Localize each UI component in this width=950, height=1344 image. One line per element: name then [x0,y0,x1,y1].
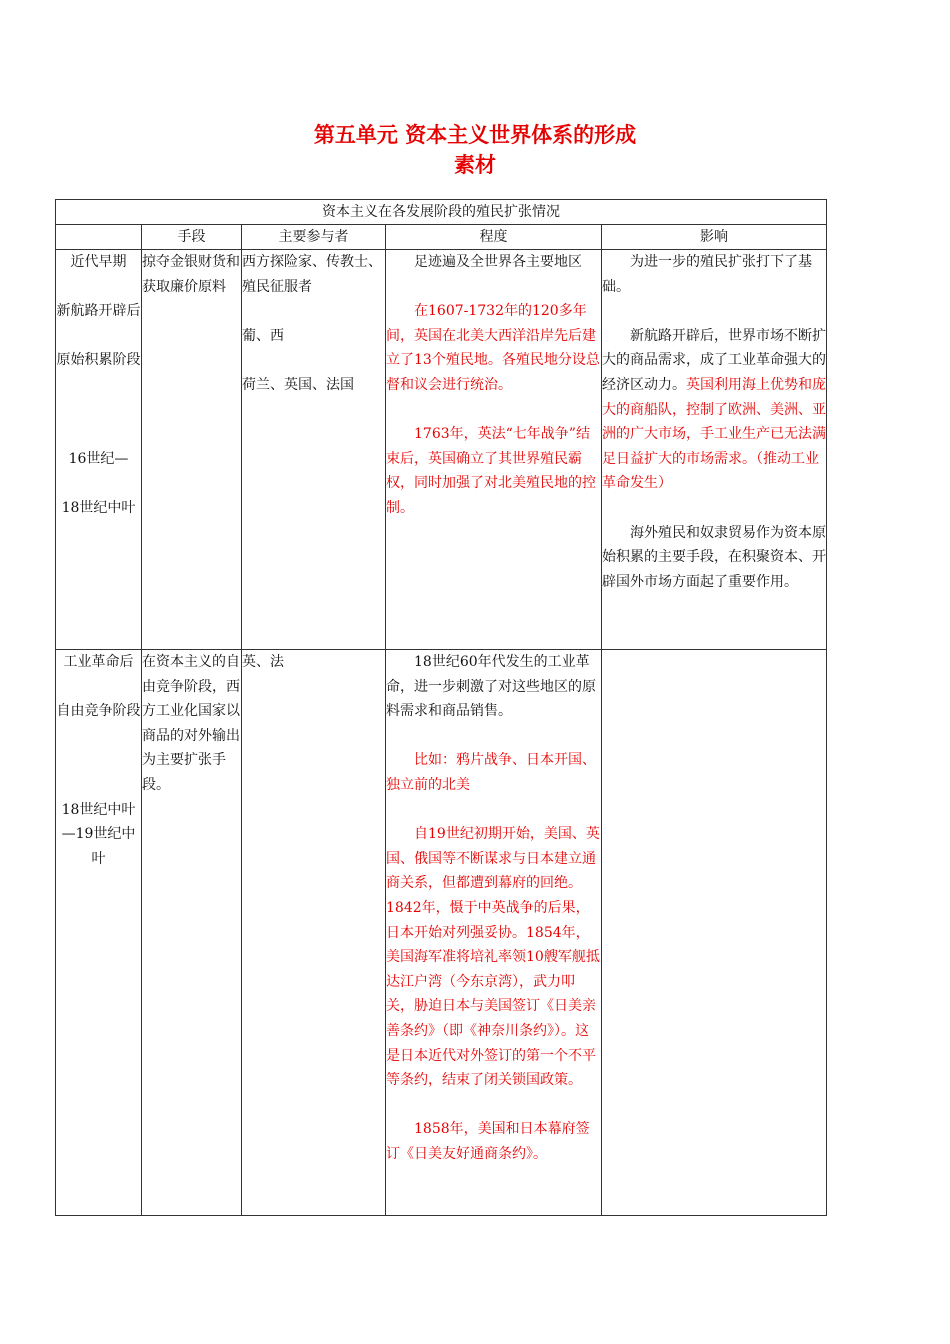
impact-cell [602,250,827,650]
period-text: 新航路开辟后 [56,303,141,320]
table-row [56,250,827,650]
means-text: 掠夺金银财货和获取廉价原料 [142,254,240,295]
document-title [0,120,950,180]
title-sub: 素材 [454,153,496,177]
degree-cell [386,250,602,650]
means-cell [142,250,242,650]
period-cell [56,650,142,1216]
participants-cell [242,650,386,1216]
participants-cell [242,250,386,650]
participants-text: 荷兰、英国、法国 [242,376,354,393]
period-cell [56,250,142,650]
header-impact: 影响 [602,225,827,250]
impact-text: 新航路开辟后，世界市场不断扩大的商品需求，成了工业革命强大的经济区动力。 [602,327,826,393]
period-text: 18世纪中叶—19世纪中叶 [61,801,136,867]
header-means: 手段 [142,225,242,250]
period-text: 18世纪中叶 [61,499,136,516]
period-text: 工业革命后 [63,654,134,670]
table-caption: 资本主义在各发展阶段的殖民扩张情况 [56,200,827,225]
header-participants: 主要参与者 [242,225,386,250]
impact-cell [602,650,827,1216]
impact-paragraph [602,324,826,496]
impact-text: 为进一步的殖民扩张打下了基础。 [602,254,812,295]
table-header-row [56,225,827,250]
participants-text: 英、法 [242,654,284,670]
colonial-expansion-table [55,199,827,1216]
degree-text: 1858年，美国和日本幕府签订《日美友好通商条约》。 [386,1121,590,1162]
period-text: 自由竞争阶段 [56,703,141,720]
degree-text: 足迹遍及全世界各主要地区 [414,254,582,270]
means-cell [142,650,242,1216]
title-main: 第五单元 资本主义世界体系的形成 [313,123,637,147]
period-text: 近代早期 [70,254,127,270]
degree-text: 18世纪60年代发生的工业革命，进一步刺激了对这些地区的原料需求和商品销售。 [386,654,596,720]
impact-text: 海外殖民和奴隶贸易作为资本原始积累的主要手段，在积聚资本、开辟国外市场方面起了重要作用。 [602,524,826,590]
impact-text-highlight: 英国利用海上优势和庞大的商船队，控制了欧洲、美洲、亚洲的广大市场，手工业生产已无法满足日益扩大的市场需求。（推动工业革命发生） [602,376,826,492]
period-text: 原始积累阶段 [56,352,141,369]
degree-text: 1763年，英法“七年战争”结束后，英国确立了其世界殖民霸权，同时加强了对北美殖民地的控制。 [386,426,596,516]
degree-text: 在1607-1732年的120多年间，英国在北美大西洋沿岸先后建立了13个殖民地。各殖民地分设总督和议会进行统治。 [386,303,600,393]
means-text: 在资本主义的自由竞争阶段，西方工业化国家以商品的对外输出为主要扩张手段。 [142,654,240,793]
header-period [56,225,142,250]
degree-text: 比如：鸦片战争、日本开国、独立前的北美 [386,752,596,793]
degree-cell [386,650,602,1216]
participants-text: 西方探险家、传教士、殖民征服者 [242,254,382,295]
header-degree: 程度 [386,225,602,250]
degree-text: 自19世纪初期开始，美国、英国、俄国等不断谋求与日本建立通商关系，但都遭到幕府的回绝。1842年，慑于中英战争的后果，日本开始对列强妥协。1854年，美国海军准将培礼率领10艘军舰抵达江户湾（今东京湾），武力叩关，胁迫日本与美国签订《日美亲善条约》（即《神奈川条约》）。这是日本近代对外签订的第一个不平等条约，结束了闭关锁国政策。 [386,826,600,1089]
period-text: 16世纪— [68,450,129,467]
table-row [56,650,827,1216]
participants-text: 葡、西 [242,327,284,344]
